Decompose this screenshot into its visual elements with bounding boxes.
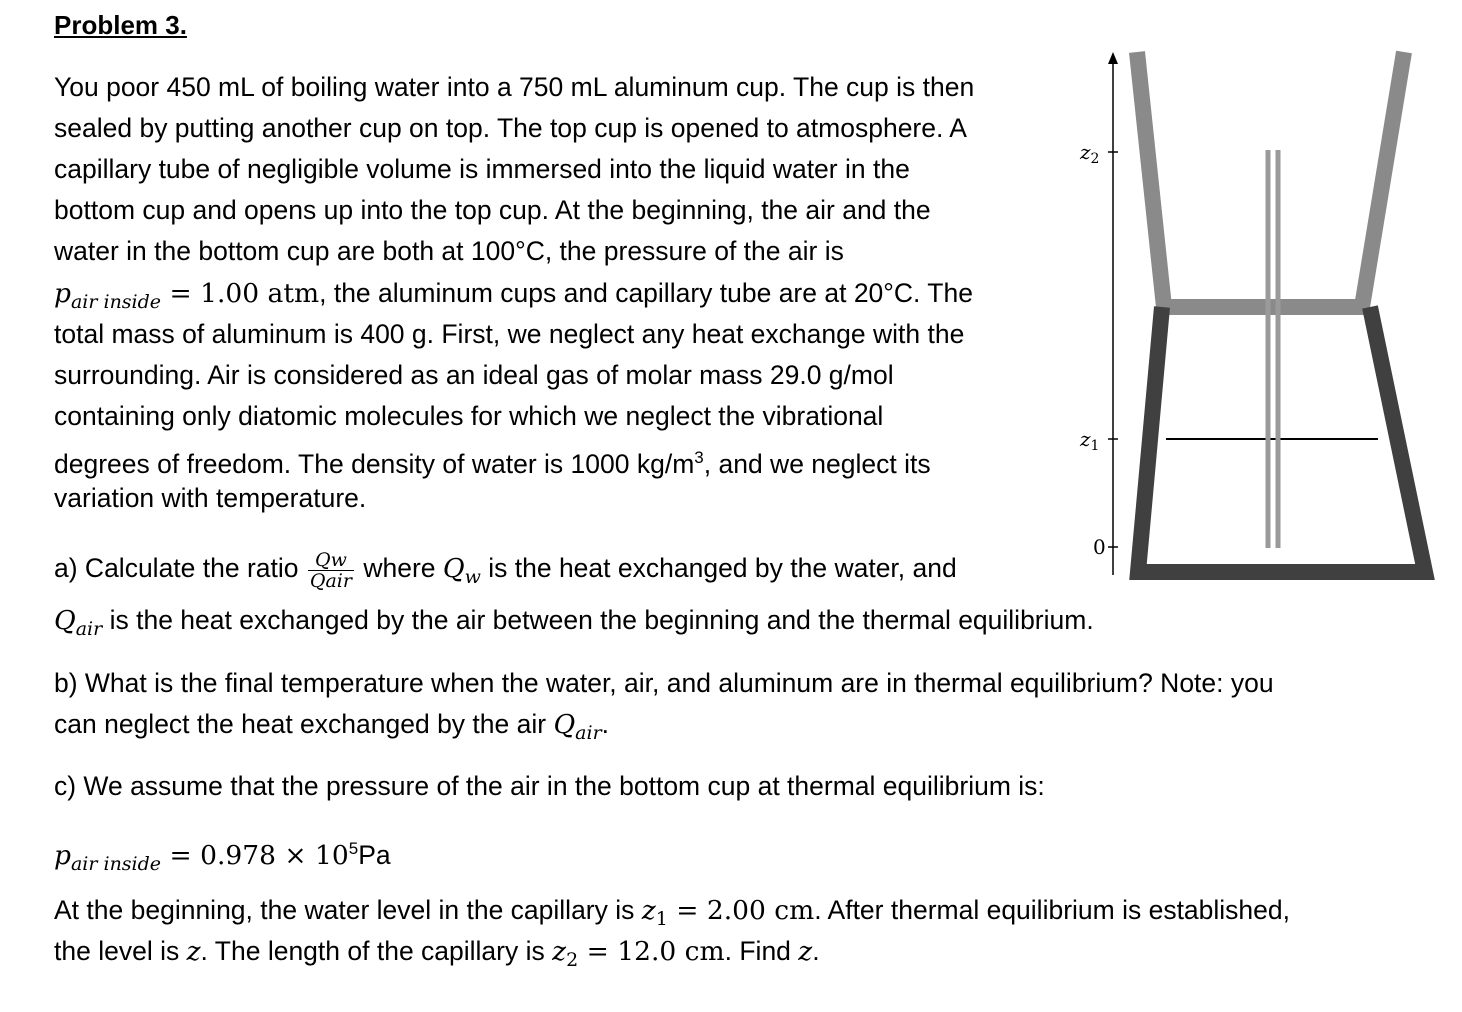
intro-line-2: sealed by putting another cup on top. The top cup is opened to atmosphere. A [54,113,967,143]
eq-value: = 0.978 × 10 [161,840,349,871]
z1-sub: 1 [655,908,668,930]
eq-p-symbol: p [54,840,71,871]
eq-exponent: 5 [348,839,359,858]
z1-symbol: z [641,895,656,926]
problem-title: Problem 3. [54,10,187,40]
density-after: , and we neglect its [703,449,931,479]
part-a-text: a) Calculate the ratio [54,553,306,583]
density-sup: 3 [694,448,704,467]
axis-label-z1: $z_1$ [1080,427,1100,454]
line4-mid: . The length of the capillary is [200,936,553,966]
intro-line-1: You poor 450 mL of boiling water into a 750 mL aluminum cup. The cup is then [54,72,975,102]
intro-line-8: surrounding. Air is considered as an ideal gas of molar mass 29.0 g/mol [54,360,894,390]
eq-p-sub: air inside [70,853,162,875]
part-b-text: can neglect the heat exchanged by the air [54,709,554,739]
z1-value: = 2.00 cm [667,895,815,926]
part-a-mid: where [355,553,443,583]
line4-after: . Find [724,936,799,966]
qw-symbol: Q [442,553,465,584]
intro-line-3: capillary tube of negligible volume is immersed into the liquid water in the [54,154,910,184]
part-b-q-symbol: Q [553,709,576,740]
z2-symbol: z [552,936,567,967]
qair-symbol: Q [54,605,76,636]
z-symbol-final: z [798,936,813,967]
axis-arrow-icon [1108,52,1118,64]
pressure-value: = 1.00 atm [161,278,320,309]
line4-end: . [812,936,820,966]
z2-sub: 2 [566,949,579,971]
ratio-denominator: Qair [309,569,352,592]
intro-line-5: water in the bottom cup are both at 100°C, the pressure of the air is [54,236,844,266]
qw-sub: w [464,566,481,588]
ratio-numerator: Qw [308,550,354,571]
intro-line-9: containing only diatomic molecules for which we neglect the vibrational [54,401,884,431]
intro-line-7: total mass of aluminum is 400 g. First, we neglect any heat exchange with the [54,319,965,349]
z2-value: = 12.0 cm [578,936,725,967]
pressure-symbol: p [54,278,71,309]
eq-unit: Pa [358,840,391,870]
line4-text: the level is [54,936,187,966]
line3-after: . After thermal equilibrium is established, [814,895,1291,925]
pressure-rest: , the aluminum cups and capillary tube are at 20°C. The [319,278,973,308]
density-text: degrees of freedom. The density of water is 1000 kg/m [54,449,695,479]
axis-label-0: 0 [1093,535,1106,559]
part-a-line-2-text: is the heat exchanged by the air between the beginning and the thermal equilibrium. [102,605,1094,635]
part-c-line-1: c) We assume that the pressure of the air in the bottom cup at thermal equilibrium is: [54,771,1045,801]
part-b-q-sub: air [575,722,602,744]
z-symbol: z [186,936,201,967]
axis-label-z2: $z_2$ [1080,140,1100,167]
intro-line-11: variation with temperature. [54,483,367,513]
qair-sub: air [75,618,103,640]
pressure-subscript: air inside [70,291,162,313]
part-b-end: . [601,709,610,739]
part-b-line-1: b) What is the final temperature when the water, air, and aluminum are in thermal equilibrium? Note: you [54,668,1274,698]
part-a-after: is the heat exchanged by the water, and [480,553,957,583]
line3-text: At the beginning, the water level in the capillary is [54,895,642,925]
intro-line-4: bottom cup and opens up into the top cup. At the beginning, the air and the [54,195,931,225]
